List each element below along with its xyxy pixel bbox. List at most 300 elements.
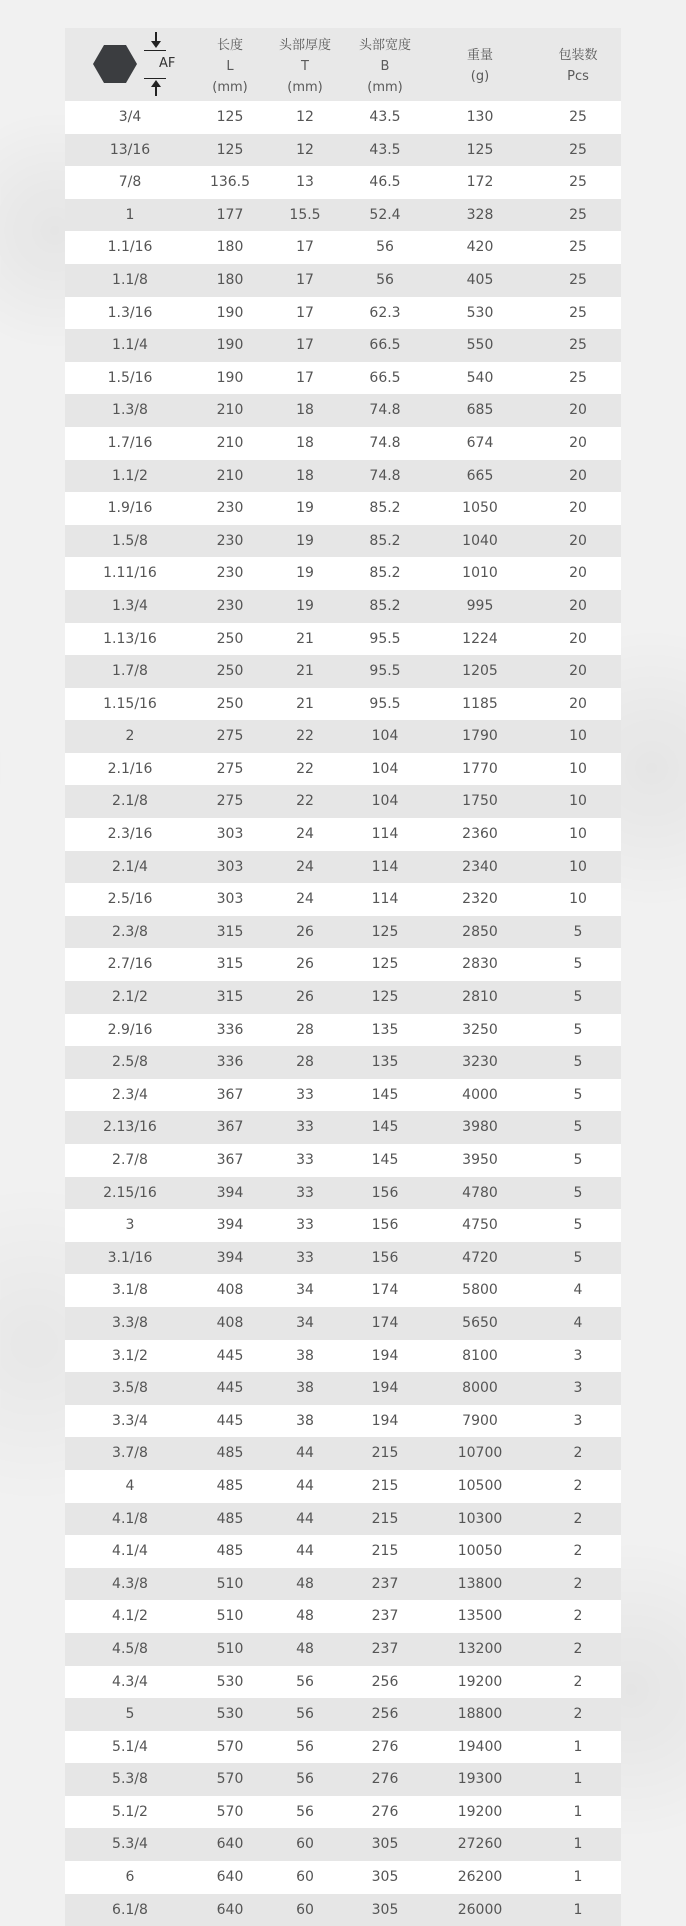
table-cell: 230 xyxy=(216,597,244,614)
table-cell: 4.3/8 xyxy=(112,1575,148,1592)
table-row xyxy=(65,329,621,362)
table-cell: 125 xyxy=(466,141,494,158)
table-cell: 4000 xyxy=(462,1086,498,1103)
table-cell: 1010 xyxy=(462,565,498,582)
table-cell: 3.1/2 xyxy=(112,1347,148,1364)
table-cell: 230 xyxy=(216,532,244,549)
table-cell: 33 xyxy=(296,1086,314,1103)
table-cell: 10700 xyxy=(457,1445,503,1462)
table-row xyxy=(65,1861,621,1894)
table-cell: 20 xyxy=(569,402,587,419)
table-cell: 56 xyxy=(296,1673,314,1690)
table-row xyxy=(65,492,621,525)
table-cell: 125 xyxy=(371,923,399,940)
table-cell: 408 xyxy=(216,1314,244,1331)
header-width-cn: 头部宽度 xyxy=(358,38,411,53)
table-cell: 18 xyxy=(296,434,314,451)
table-row xyxy=(65,916,621,949)
table-row xyxy=(65,1340,621,1373)
table-cell: 2 xyxy=(573,1510,583,1527)
table-cell: 4 xyxy=(573,1314,583,1331)
table-row xyxy=(65,1666,621,1699)
table-cell: 3 xyxy=(573,1412,583,1429)
table-cell: 5 xyxy=(125,1706,135,1723)
table-cell: 17 xyxy=(296,369,314,386)
table-row xyxy=(65,1079,621,1112)
table-cell: 2.1/16 xyxy=(107,760,153,777)
table-cell: 445 xyxy=(216,1412,244,1429)
table-cell: 485 xyxy=(216,1477,244,1494)
table-row xyxy=(65,557,621,590)
table-cell: 26200 xyxy=(457,1869,503,1886)
table-cell: 44 xyxy=(296,1445,314,1462)
table-cell: 26 xyxy=(296,956,314,973)
table-cell: 48 xyxy=(296,1608,314,1625)
table-cell: 1.5/16 xyxy=(107,369,153,386)
table-cell: 20 xyxy=(569,663,587,680)
table-cell: 1 xyxy=(573,1803,583,1820)
table-cell: 5.3/4 xyxy=(112,1836,148,1853)
table-cell: 25 xyxy=(569,206,587,223)
table-row xyxy=(65,1763,621,1796)
table-cell: 2 xyxy=(573,1608,583,1625)
table-row xyxy=(65,1437,621,1470)
table-cell: 1.1/8 xyxy=(112,271,148,288)
table-cell: 19 xyxy=(296,532,314,549)
table-cell: 328 xyxy=(466,206,494,223)
table-row xyxy=(65,948,621,981)
table-cell: 237 xyxy=(371,1608,399,1625)
table-cell: 95.5 xyxy=(369,663,401,680)
table-cell: 2.3/16 xyxy=(107,826,153,843)
table-cell: 2.7/8 xyxy=(112,1152,148,1168)
table-row xyxy=(65,362,621,395)
table-cell: 60 xyxy=(296,1836,314,1853)
table-cell: 540 xyxy=(466,369,494,386)
table-cell: 276 xyxy=(371,1803,399,1820)
table-cell: 5.1/2 xyxy=(112,1803,148,1820)
table-cell: 172 xyxy=(466,174,494,191)
table-cell: 3/4 xyxy=(118,109,142,125)
table-cell: 210 xyxy=(216,434,244,451)
table-cell: 85.2 xyxy=(369,565,401,582)
table-cell: 570 xyxy=(216,1771,244,1788)
table-cell: 60 xyxy=(296,1869,314,1886)
table-row xyxy=(65,427,621,460)
table-row xyxy=(65,720,621,753)
table-cell: 237 xyxy=(371,1575,399,1592)
table-cell: 38 xyxy=(296,1380,314,1397)
table-cell: 10050 xyxy=(457,1543,503,1560)
table-cell: 485 xyxy=(216,1510,244,1527)
table-row xyxy=(65,297,621,330)
header-length-unit: (mm) xyxy=(212,80,248,95)
hexagon-icon xyxy=(93,45,137,83)
table-cell: 52.4 xyxy=(369,206,401,223)
table-cell: 60 xyxy=(296,1901,314,1918)
table-cell: 1.7/16 xyxy=(107,434,153,451)
table-cell: 125 xyxy=(216,141,244,158)
table-cell: 8100 xyxy=(462,1347,498,1364)
table-cell: 136.5 xyxy=(209,174,251,191)
table-cell: 394 xyxy=(216,1249,244,1266)
table-cell: 5.1/4 xyxy=(112,1738,148,1755)
header-weight xyxy=(425,45,535,87)
table-cell: 4 xyxy=(125,1477,135,1494)
table-cell: 28 xyxy=(296,1021,314,1038)
table-cell: 190 xyxy=(216,304,244,321)
table-cell: 665 xyxy=(466,467,494,484)
table-cell: 305 xyxy=(371,1869,399,1886)
table-cell: 125 xyxy=(371,989,399,1006)
table-cell: 3.3/8 xyxy=(112,1314,148,1331)
table-cell: 3.7/8 xyxy=(112,1445,148,1462)
table-cell: 28 xyxy=(296,1054,314,1071)
table-cell: 215 xyxy=(371,1477,399,1494)
table-cell: 17 xyxy=(296,271,314,288)
table-cell: 20 xyxy=(569,565,587,582)
table-cell: 21 xyxy=(296,695,314,712)
table-cell: 56 xyxy=(296,1803,314,1820)
table-cell: 1 xyxy=(573,1836,583,1853)
table-cell: 445 xyxy=(216,1380,244,1397)
table-cell: 1.3/16 xyxy=(107,304,153,321)
table-cell: 1.3/4 xyxy=(112,597,148,614)
table-cell: 5 xyxy=(573,923,583,940)
table-cell: 315 xyxy=(216,989,244,1006)
table-cell: 174 xyxy=(371,1282,399,1299)
table-cell: 33 xyxy=(296,1217,314,1234)
table-cell: 43.5 xyxy=(369,109,401,125)
table-cell: 34 xyxy=(296,1282,314,1299)
header-pack-cn: 包装数 xyxy=(558,48,598,63)
table-row xyxy=(65,1894,621,1926)
table-row xyxy=(65,231,621,264)
table-cell: 1224 xyxy=(462,630,498,647)
table-cell: 1.7/8 xyxy=(112,663,148,680)
table-cell: 237 xyxy=(371,1640,399,1657)
table-cell: 10300 xyxy=(457,1510,503,1527)
table-cell: 420 xyxy=(466,239,494,256)
table-cell: 2 xyxy=(573,1706,583,1723)
header-head-thickness xyxy=(265,35,345,98)
table-cell: 336 xyxy=(216,1021,244,1038)
table-cell: 5 xyxy=(573,1249,583,1266)
table-cell: 85.2 xyxy=(369,532,401,549)
table-row xyxy=(65,101,621,134)
table-cell: 2.5/16 xyxy=(107,891,153,908)
table-cell: 44 xyxy=(296,1510,314,1527)
table-header xyxy=(65,28,621,101)
header-width-unit: (mm) xyxy=(367,80,403,95)
table-cell: 25 xyxy=(569,337,587,354)
table-cell: 5800 xyxy=(462,1282,498,1299)
table-cell: 12 xyxy=(296,141,314,158)
table-cell: 1.1/2 xyxy=(112,467,148,484)
table-body xyxy=(65,101,621,1926)
table-cell: 114 xyxy=(371,858,399,875)
table-cell: 66.5 xyxy=(369,337,401,354)
table-cell: 510 xyxy=(216,1640,244,1657)
table-cell: 2320 xyxy=(462,891,498,908)
table-cell: 5 xyxy=(573,1054,583,1071)
table-row xyxy=(65,688,621,721)
af-top-line xyxy=(144,50,166,51)
table-cell: 56 xyxy=(296,1706,314,1723)
table-row xyxy=(65,1470,621,1503)
table-cell: 13200 xyxy=(457,1640,503,1657)
table-row xyxy=(65,1209,621,1242)
table-cell: 570 xyxy=(216,1738,244,1755)
table-cell: 7900 xyxy=(462,1412,498,1429)
table-cell: 2850 xyxy=(462,923,498,940)
table-cell: 25 xyxy=(569,369,587,386)
table-cell: 250 xyxy=(216,695,244,712)
table-cell: 394 xyxy=(216,1217,244,1234)
table-cell: 256 xyxy=(371,1673,399,1690)
table-cell: 215 xyxy=(371,1445,399,1462)
af-bottom-line xyxy=(144,78,166,79)
table-row xyxy=(65,1014,621,1047)
table-row xyxy=(65,785,621,818)
table-row xyxy=(65,1633,621,1666)
table-cell: 145 xyxy=(371,1086,399,1103)
table-cell: 114 xyxy=(371,891,399,908)
table-cell: 215 xyxy=(371,1543,399,1560)
table-cell: 104 xyxy=(371,728,399,745)
table-cell: 5 xyxy=(573,1184,583,1201)
table-cell: 674 xyxy=(466,434,494,451)
table-cell: 2.13/16 xyxy=(103,1119,157,1136)
table-cell: 3 xyxy=(573,1380,583,1397)
table-cell: 1.5/8 xyxy=(112,532,148,549)
table-cell: 215 xyxy=(371,1510,399,1527)
table-row xyxy=(65,166,621,199)
table-cell: 56 xyxy=(296,1738,314,1755)
table-cell: 4750 xyxy=(462,1217,498,1234)
table-cell: 2.7/16 xyxy=(107,956,153,973)
table-cell: 62.3 xyxy=(369,304,401,321)
table-cell: 22 xyxy=(296,760,314,777)
header-length-cn: 长度 xyxy=(216,38,243,53)
table-cell: 33 xyxy=(296,1119,314,1136)
table-cell: 18 xyxy=(296,402,314,419)
table-cell: 1040 xyxy=(462,532,498,549)
table-cell: 2 xyxy=(573,1445,583,1462)
table-cell: 4.5/8 xyxy=(112,1640,148,1657)
table-row xyxy=(65,1731,621,1764)
table-cell: 5 xyxy=(573,1152,583,1168)
table-cell: 135 xyxy=(371,1054,399,1071)
table-cell: 18800 xyxy=(457,1706,503,1723)
table-row xyxy=(65,1535,621,1568)
table-cell: 5 xyxy=(573,1021,583,1038)
header-length xyxy=(195,35,265,98)
table-cell: 275 xyxy=(216,728,244,745)
table-cell: 1205 xyxy=(462,663,498,680)
table-cell: 305 xyxy=(371,1901,399,1918)
table-row xyxy=(65,883,621,916)
table-cell: 4.3/4 xyxy=(112,1673,148,1690)
table-cell: 125 xyxy=(216,109,244,125)
table-cell: 5.3/8 xyxy=(112,1771,148,1788)
table-row xyxy=(65,1177,621,1210)
table-row xyxy=(65,623,621,656)
table-cell: 22 xyxy=(296,793,314,810)
table-cell: 3.5/8 xyxy=(112,1380,148,1397)
table-cell: 640 xyxy=(216,1869,244,1886)
table-cell: 95.5 xyxy=(369,630,401,647)
table-row xyxy=(65,1111,621,1144)
table-cell: 180 xyxy=(216,239,244,256)
table-cell: 104 xyxy=(371,760,399,777)
table-row xyxy=(65,1568,621,1601)
table-cell: 25 xyxy=(569,141,587,158)
header-head-width xyxy=(345,35,425,98)
table-cell: 20 xyxy=(569,500,587,517)
table-row xyxy=(65,134,621,167)
table-cell: 275 xyxy=(216,760,244,777)
table-cell: 2810 xyxy=(462,989,498,1006)
table-cell: 640 xyxy=(216,1901,244,1918)
table-row xyxy=(65,981,621,1014)
header-thickness-unit: (mm) xyxy=(287,80,323,95)
table-cell: 5 xyxy=(573,956,583,973)
table-cell: 2.5/8 xyxy=(112,1054,148,1071)
table-cell: 2360 xyxy=(462,826,498,843)
header-width-sym: B xyxy=(380,59,390,74)
table-cell: 20 xyxy=(569,630,587,647)
table-cell: 5650 xyxy=(462,1314,498,1331)
table-cell: 1185 xyxy=(462,695,498,712)
table-cell: 27260 xyxy=(457,1836,503,1853)
table-cell: 44 xyxy=(296,1543,314,1560)
table-cell: 194 xyxy=(371,1380,399,1397)
table-cell: 104 xyxy=(371,793,399,810)
table-row xyxy=(65,753,621,786)
table-cell: 180 xyxy=(216,271,244,288)
table-cell: 190 xyxy=(216,369,244,386)
table-cell: 1050 xyxy=(462,500,498,517)
table-cell: 2.9/16 xyxy=(107,1021,153,1038)
table-cell: 250 xyxy=(216,630,244,647)
table-cell: 485 xyxy=(216,1445,244,1462)
table-cell: 394 xyxy=(216,1184,244,1201)
table-cell: 20 xyxy=(569,467,587,484)
table-row xyxy=(65,199,621,232)
table-cell: 15.5 xyxy=(289,206,321,223)
table-cell: 85.2 xyxy=(369,500,401,517)
table-cell: 74.8 xyxy=(369,467,401,484)
table-cell: 26 xyxy=(296,923,314,940)
table-cell: 315 xyxy=(216,923,244,940)
table-cell: 4720 xyxy=(462,1249,498,1266)
table-cell: 250 xyxy=(216,663,244,680)
table-cell: 66.5 xyxy=(369,369,401,386)
table-row xyxy=(65,264,621,297)
table-cell: 405 xyxy=(466,271,494,288)
table-cell: 145 xyxy=(371,1152,399,1168)
table-cell: 25 xyxy=(569,109,587,125)
table-cell: 530 xyxy=(216,1706,244,1723)
table-cell: 485 xyxy=(216,1543,244,1560)
table-cell: 19 xyxy=(296,500,314,517)
table-cell: 1 xyxy=(573,1901,583,1918)
table-cell: 1.13/16 xyxy=(103,630,157,647)
table-cell: 2 xyxy=(125,728,135,745)
table-cell: 17 xyxy=(296,239,314,256)
header-length-sym: L xyxy=(226,59,234,74)
table-cell: 25 xyxy=(569,271,587,288)
table-cell: 4.1/2 xyxy=(112,1608,148,1625)
table-cell: 10 xyxy=(569,793,587,810)
header-thickness-cn: 头部厚度 xyxy=(278,38,331,53)
table-cell: 25 xyxy=(569,304,587,321)
table-cell: 46.5 xyxy=(369,174,401,191)
table-cell: 256 xyxy=(371,1706,399,1723)
table-cell: 145 xyxy=(371,1119,399,1136)
table-cell: 20 xyxy=(569,434,587,451)
table-cell: 74.8 xyxy=(369,434,401,451)
table-cell: 10 xyxy=(569,728,587,745)
table-cell: 276 xyxy=(371,1738,399,1755)
table-cell: 510 xyxy=(216,1608,244,1625)
table-cell: 367 xyxy=(216,1119,244,1136)
table-cell: 48 xyxy=(296,1575,314,1592)
table-cell: 408 xyxy=(216,1282,244,1299)
table-cell: 4 xyxy=(573,1282,583,1299)
table-cell: 156 xyxy=(371,1184,399,1201)
table-cell: 130 xyxy=(466,109,494,125)
table-cell: 303 xyxy=(216,826,244,843)
table-cell: 18 xyxy=(296,467,314,484)
table-cell: 2.3/4 xyxy=(112,1086,148,1103)
table-cell: 10 xyxy=(569,858,587,875)
header-pack-qty xyxy=(535,45,621,87)
table-cell: 367 xyxy=(216,1086,244,1103)
table-cell: 1750 xyxy=(462,793,498,810)
table-cell: 4780 xyxy=(462,1184,498,1201)
table-cell: 445 xyxy=(216,1347,244,1364)
table-cell: 13800 xyxy=(457,1575,503,1592)
table-cell: 25 xyxy=(569,239,587,256)
header-pack-sym: Pcs xyxy=(567,69,589,84)
table-cell: 74.8 xyxy=(369,402,401,419)
table-cell: 2 xyxy=(573,1543,583,1560)
table-cell: 3 xyxy=(573,1347,583,1364)
table-cell: 174 xyxy=(371,1314,399,1331)
table-cell: 1 xyxy=(573,1738,583,1755)
table-cell: 135 xyxy=(371,1021,399,1038)
table-cell: 3 xyxy=(125,1217,135,1234)
table-cell: 305 xyxy=(371,1836,399,1853)
table-cell: 2.1/4 xyxy=(112,858,148,875)
table-cell: 85.2 xyxy=(369,597,401,614)
table-cell: 125 xyxy=(371,956,399,973)
table-cell: 3250 xyxy=(462,1021,498,1038)
table-cell: 5 xyxy=(573,1217,583,1234)
table-cell: 230 xyxy=(216,500,244,517)
table-cell: 5 xyxy=(573,1086,583,1103)
table-row xyxy=(65,525,621,558)
arrow-down-head-icon xyxy=(151,41,161,48)
table-cell: 26 xyxy=(296,989,314,1006)
table-cell: 1.3/8 xyxy=(112,402,148,419)
table-row xyxy=(65,818,621,851)
table-cell: 22 xyxy=(296,728,314,745)
table-cell: 5 xyxy=(573,1119,583,1136)
table-cell: 33 xyxy=(296,1152,314,1168)
